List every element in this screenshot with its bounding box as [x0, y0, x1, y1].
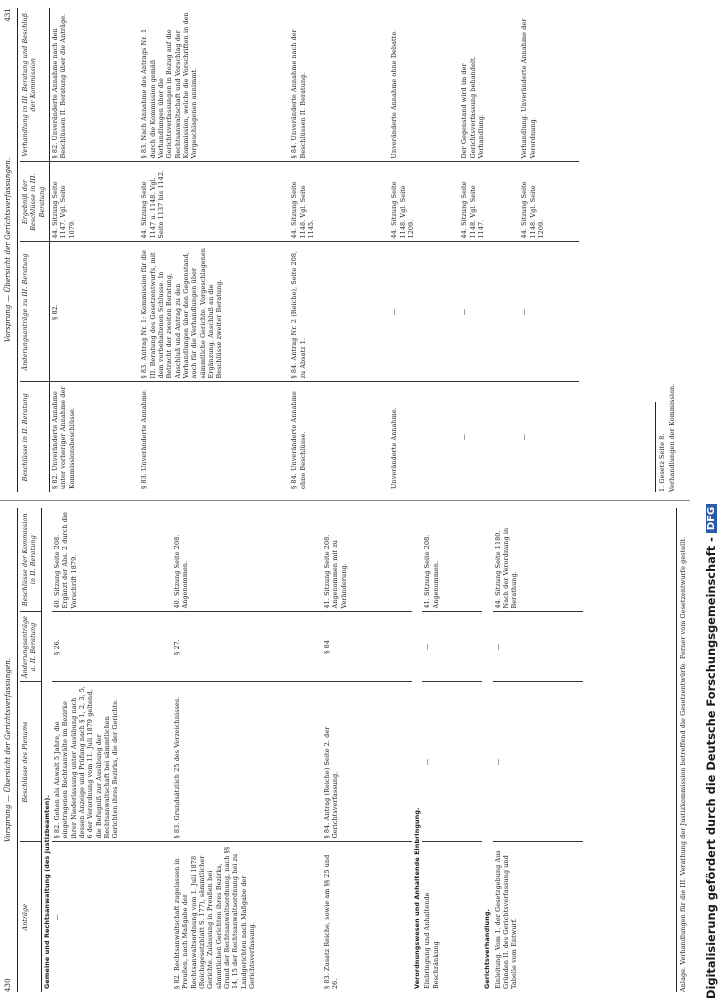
table-row	[459, 8, 519, 492]
table-cell: § 83. Zusatz Reiche, sowie am §§ 25 und 26.	[322, 854, 340, 989]
column-header: Verhandlung in III. Beratung und Beschluß der Kommission	[20, 8, 49, 162]
column-header: Beschlüsse des Plenums	[20, 682, 41, 842]
section-heading: Gerichtsverhandlung.	[483, 908, 492, 989]
table-cell: Unveränderte Annahme ohne Debatte.	[389, 8, 459, 162]
table-cell: § 82. Gehen als Anwalt 5 Jahre, die eingetragenen Rechtsanwälte im Bezirke ihrer Niederlassung unter Ausübung nach dessen Anzeige und Prüfung nach § 1, 2, 3, 5, 6 der Verordnung vom 11. Juli 1879 geltend, die Befugniß zur Ausübung der Rechtsanwaltschaft bei sämmtlichen Gerichten ihres Bezirks, die der Gerichte.	[52, 682, 172, 842]
left-table	[20, 508, 583, 992]
table-row	[289, 8, 389, 492]
table-row	[493, 508, 583, 992]
table-cell: § 82. Unveränderte Annahme unter vorheriger Annahme der Kommissionsbeschlüsse.	[50, 386, 76, 489]
table-cell: § 83. Grundsätzlich 25 des Verzeichnisses.	[172, 682, 322, 842]
table-cell: § 84. Antrag (Reiche) Seite 2. der Gerichtsverfassung.	[322, 682, 412, 842]
left-page	[0, 500, 700, 1000]
table-cell: § 82. Rechtsanwaltschaft zugelassen in Preußen, nach Maßgabe der Rechtsanwaltsordnung vom 1. Juli 1878 (Reichsgesetzblatt S. 177), sämmtlicher Gerichte. Zulassung in Preußen bei sämmtlichen Gerichten ihres Bezirks, Grund der Rechtsanwaltsordnung, nach §§ 14, 15 der Rechtsanwaltsordnung bei zu Landgerichten nach Maßgabe der Gerichtsverfassung.	[172, 846, 256, 989]
section-heading-row	[41, 508, 52, 992]
table-row	[389, 8, 459, 492]
table-row	[322, 508, 412, 992]
digitization-note: Digitalisierung gefördert durch die Deutsche Forschungsgemeinschaft -	[704, 537, 718, 999]
table-cell: § 26.	[52, 612, 172, 682]
table-cell: —	[389, 242, 459, 382]
table-row	[52, 508, 172, 992]
column-header: Änderungsanträge a. II. Beratung	[20, 612, 41, 682]
table-cell: 44. Sitzung Seite 1148. Vgl. Seite 1147.	[459, 162, 519, 242]
right-page-number: 431	[4, 8, 12, 22]
table-cell: —	[459, 242, 519, 382]
right-footnote-2: Verhandlungen der Kommission.	[668, 383, 676, 492]
header-rule	[17, 508, 18, 992]
page-gutter	[0, 500, 700, 501]
column-header: Beschlüsse in II. Beratung	[20, 382, 49, 492]
table-cell: —	[493, 612, 583, 682]
table-cell: —	[422, 612, 482, 682]
left-page-number: 430	[4, 978, 12, 992]
table-cell: § 82. Unveränderte Annahme nach den Beschlüssen II. Beratung über die Anträge.	[49, 8, 139, 162]
table-cell: 41. Sitzung Seite 208. Angenommen.	[422, 508, 482, 612]
table-cell: 44. Sitzung Seite 1147. Vgl. Seite 1079.	[49, 162, 139, 242]
section-heading-row	[412, 508, 422, 992]
table-cell: Unveränderte Annahme.	[390, 407, 399, 489]
table-cell: Der Gegenstand wird im der Gerichtsverfassung behandelt. Verhandlung.	[459, 8, 519, 162]
table-row	[172, 508, 322, 992]
table-row	[139, 8, 289, 492]
table-cell: § 27.	[172, 612, 322, 682]
column-header: Ergebniß der Beschlüsse in III. Beratung	[20, 162, 49, 242]
table-cell: § 84. Unveränderte Annahme nach der Beschlüssen II. Beratung.	[289, 8, 389, 162]
table-row	[49, 8, 139, 492]
section-heading: Gemeine und Rechtsanwaltung (des Justizbeamten).	[42, 795, 51, 989]
footnote-rule	[655, 402, 656, 492]
table-cell: 40. Sitzung Seite 208. Ergänzt der Abs. 2 durch die Vorschrift 1879.	[52, 508, 172, 612]
section-heading: Verordnungswesen und Anhaltende Einbringung.	[412, 807, 421, 989]
table-cell: 44. Sitzung Seite 1148. Vgl. Seite 1209.	[389, 162, 459, 242]
table-row	[519, 8, 579, 492]
table-cell: —	[52, 914, 61, 921]
table-cell: 44. Sitzung Seite 1148. Vgl. Seite 1209.	[519, 162, 579, 242]
table-cell: § 83. Unveränderte Annahme.	[140, 389, 149, 489]
left-page-header	[4, 508, 16, 992]
table-cell: Einbringung und Anhaltende Beschränkung	[423, 892, 440, 989]
footer-rule	[676, 508, 677, 992]
table-cell: 40. Sitzung Seite 208. Angenommen.	[172, 508, 322, 612]
table-cell: Verhandlung. Unveränderte Annahme der Verordnung.	[519, 8, 579, 162]
right-running-head: Vorsprung — Übersicht der Gerichtsverfassungen.	[4, 157, 12, 343]
table-cell: § 83. Antrag Nr. 1: Kommission für die III. Beratung des Gesetzentwurfs, mit dem vorbehaltenen Schlusse. In Betracht der zweiten Beratung, Anschluß und Antrag zu den Verhandlungen über den Gegenstand, auch für die Verhandlungen über sämmtliche Gerichte. Vorgeschlagenen Ergänzung. Anschluß an die Beschlüsse zweiter Beratung.	[139, 242, 289, 382]
right-page-header	[4, 8, 16, 492]
column-header: Änderungsanträge zu III. Beratung	[20, 242, 49, 382]
table-cell: § 83. Nach Annahme des Antrags Nr. 1 durch die Kommission gemäß Verhandlungen über die Gerichtsverfassungen in Bezug auf die Rechtsanwaltschaft und Vorschlag der Kommission, welche die Vorschriften in den Vorgeschlagenen annimmt.	[139, 8, 289, 162]
table-cell: —	[493, 682, 583, 842]
right-footnote-1: 1. Gesetz Seite 8.	[658, 433, 666, 492]
digitization-sidebar	[690, 0, 721, 1000]
table-cell: 41. Sitzung Seite 208. Angenommen mit zu Veränderung.	[322, 508, 412, 612]
table-cell: § 84	[322, 612, 412, 682]
column-header: Beschlüsse der Kommission in II. Beratung	[20, 508, 41, 612]
left-running-head: Vorsprung — Übersicht der Gerichtsverfassungen.	[4, 657, 12, 843]
table-cell: —	[520, 434, 529, 441]
table-cell: § 82.	[49, 242, 139, 382]
right-column-headers	[20, 8, 49, 492]
column-header: Anträge	[20, 842, 41, 992]
right-page	[0, 0, 700, 500]
table-cell: —	[422, 682, 482, 842]
table-row	[422, 508, 482, 992]
table-cell: § 84. Unveränderte Annahme ohne Beschlüsse.	[290, 391, 307, 489]
dfg-logo: DFG	[706, 504, 717, 533]
table-cell: § 84. Antrag Nr. 2 (Reiche), Seite 208, zu Absatz 1.	[289, 242, 389, 382]
digitization-credit	[704, 19, 718, 999]
table-cell: 44. Sitzung Seite 1147 u. 1148. Vgl. Seite 1137 bis 1142.	[139, 162, 289, 242]
table-cell: 44. Sitzung Seite 1148. Vgl. Seite 1145.	[289, 162, 389, 242]
table-cell: Einleitung. Vom 1. der Gesetzgebung Aus Gründen II. des Gerichtsverfassung und Tabelle vom Entwurf.	[493, 850, 519, 989]
section-heading-row	[482, 508, 492, 992]
right-table	[20, 8, 579, 492]
left-column-headers	[20, 508, 41, 992]
table-cell: —	[460, 434, 469, 441]
left-footnote: Anlage. Verhandlungen für die III. Verathung der Justizkommission betreffend die Gesetzentwürfe. Ferner vom Gesetzentwurfe gestellt.	[679, 536, 687, 992]
table-cell: —	[519, 242, 579, 382]
table-cell: 44. Sitzung Seite 1180. Nach der Verordnung in Berathung.	[493, 508, 583, 612]
header-rule	[17, 8, 18, 492]
